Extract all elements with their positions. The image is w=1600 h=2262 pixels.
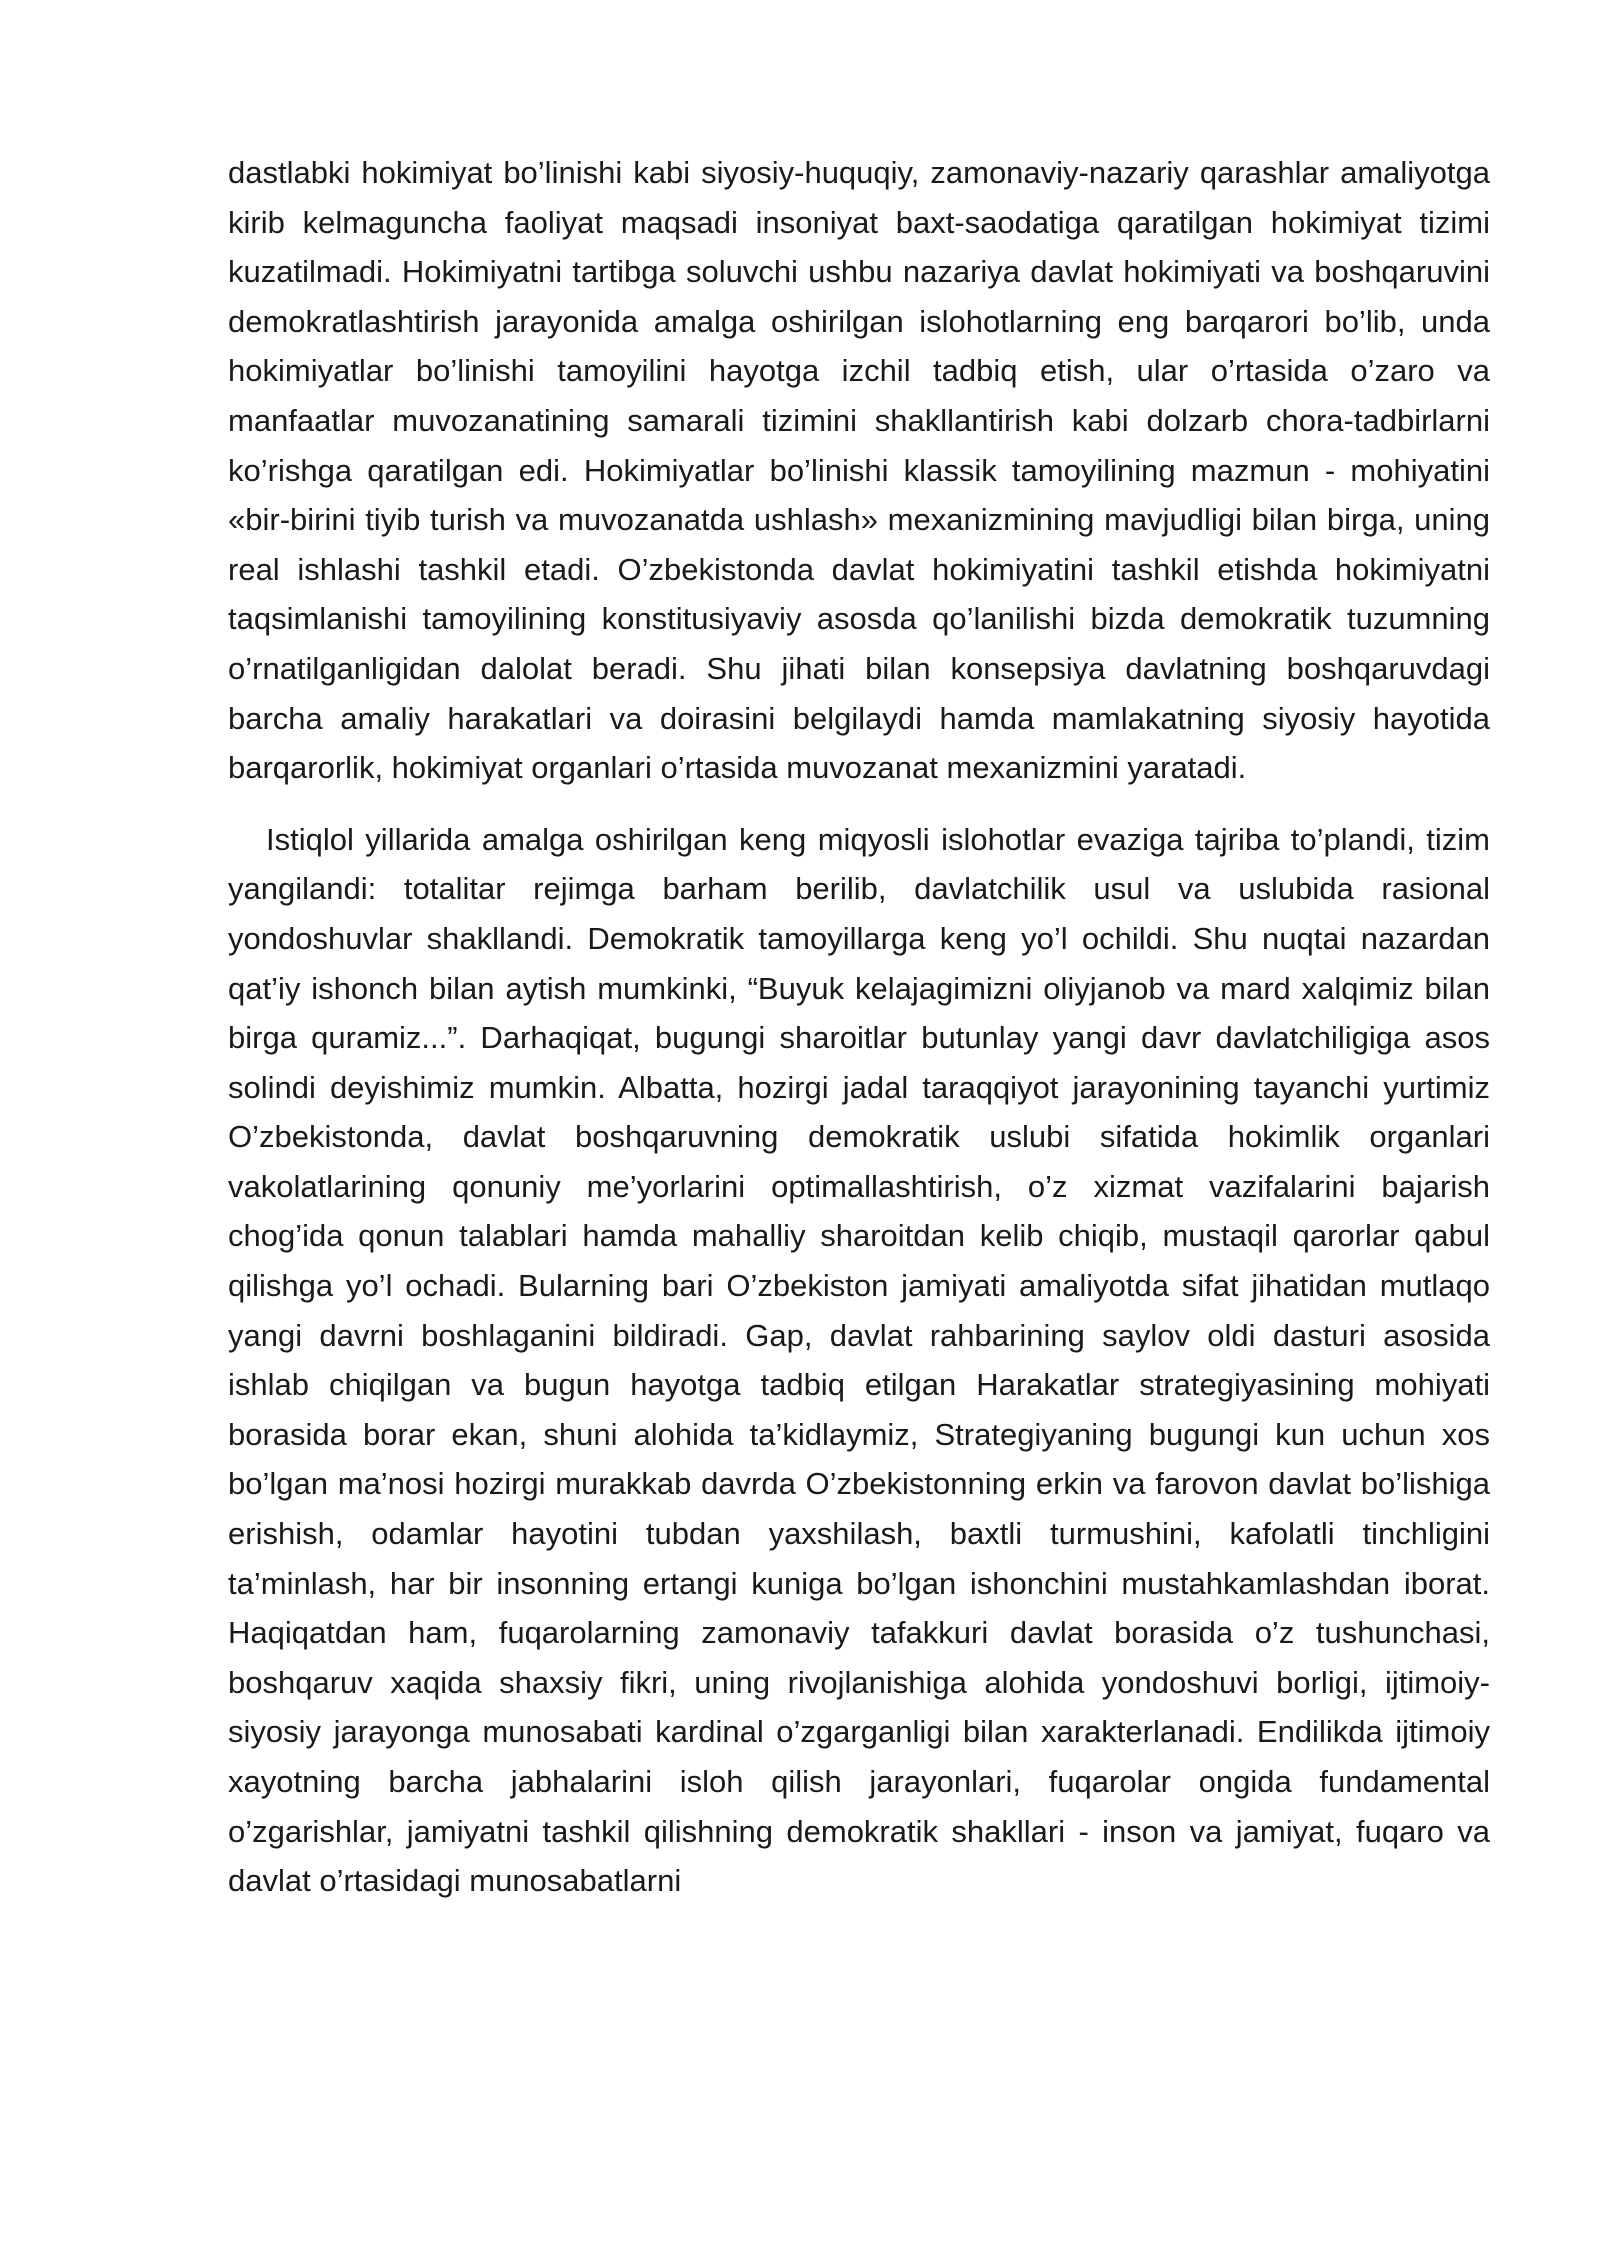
paragraph-1: dastlabki hokimiyat bo’linishi kabi siyosiy-huquqiy, zamonaviy-nazariy qarashlar amaliyotga kirib kelmaguncha faoliyat maqsadi insoniyat baxt-saodatiga qaratilgan hokimiyat tizimi kuzatilmadi. Hokimiyatni tartibga soluvchi ushbu nazariya davlat hokimiyati va boshqaruvini demokratlashtirish jarayonida amalga oshirilgan islohotlarning eng barqarori bo’lib, unda hokimiyatlar bo’linishi tamoyilini hayotga izchil tadbiq etish, ular o’rtasida o’zaro va manfaatlar muvozanatining samarali tizimini shakllantirish kabi dolzarb chora-tadbirlarni ko’rishga qaratilgan edi. Hokimiyatlar bo’linishi klassik tamoyilining mazmun - mohiyatini «bir-birini tiyib turish va muvozanatda ushlash» mexanizmining mavjudligi bilan birga, uning real ishlashi tashkil etadi. O’zbekistonda davlat hokimiyatini tashkil etishda hokimiyatni taqsimlanishi tamoyilining konstitusiyaviy asosda qo’lanilishi bizda demokratik tuzumning o’rnatilganligidan dalolat beradi. Shu jihati bilan konsepsiya davlatning boshqaruvdagi barcha amaliy harakatlari va doirasini belgilaydi hamda mamlakatning siyosiy hayotida barqarorlik, hokimiyat organlari o’rtasida muvozanat mexanizmini yaratadi.	[228, 155, 1490, 786]
document-page	[228, 148, 1490, 1906]
paragraph-2: Istiqlol yillarida amalga oshirilgan keng miqyosli islohotlar evaziga tajriba to’plandi, tizim yangilandi: totalitar rejimga barham berilib, davlatchilik usul va uslubida rasional yondoshuvlar shakllandi. Demokratik tamoyillarga keng yo’l ochildi. Shu nuqtai nazardan qat’iy ishonch bilan aytish mumkinki, “Buyuk kelajagimizni oliyjanob va mard xalqimiz bilan birga quramiz...”. Darhaqiqat, bugungi sharoitlar butunlay yangi davr davlatchiligiga asos solindi deyishimiz mumkin. Albatta, hozirgi jadal taraqqiyot jarayonining tayanchi yurtimiz O’zbekistonda, davlat boshqaruvning demokratik uslubi sifatida hokimlik organlari vakolatlarining qonuniy me’yorlarini optimallashtirish, o’z xizmat vazifalarini bajarish chog’ida qonun talablari hamda mahalliy sharoitdan kelib chiqib, mustaqil qarorlar qabul qilishga yo’l ochadi. Bularning bari O’zbekiston jamiyati amaliyotda sifat jihatidan mutlaqo yangi davrni boshlaganini bildiradi. Gap, davlat rahbarining saylov oldi dasturi asosida ishlab chiqilgan va bugun hayotga tadbiq etilgan Harakatlar strategiyasining mohiyati borasida borar ekan, shuni alohida ta’kidlaymiz, Strategiyaning bugungi kun uchun xos bo’lgan ma’nosi hozirgi murakkab davrda O’zbekistonning erkin va farovon davlat bo’lishiga erishish, odamlar hayotini tubdan yaxshilash, baxtli turmushini, kafolatli tinchligini ta’minlash, har bir insonning ertangi kuniga bo’lgan ishonchini mustahkamlashdan iborat. Haqiqatdan ham, fuqarolarning zamonaviy tafakkuri davlat borasida o’z tushunchasi, boshqaruv xaqida shaxsiy fikri, uning rivojlanishiga alohida yondoshuvi borligi, ijtimoiy-siyosiy jarayonga munosabati kardinal o’zgarganligi bilan xarakterlanadi. Endilikda ijtimoiy xayotning barcha jabhalarini isloh qilish jarayonlari, fuqarolar ongida fundamental o’zgarishlar, jamiyatni tashkil qilishning demokratik shakllari - inson va jamiyat, fuqaro va davlat o’rtasidagi munosabatlarni	[228, 821, 1490, 1899]
